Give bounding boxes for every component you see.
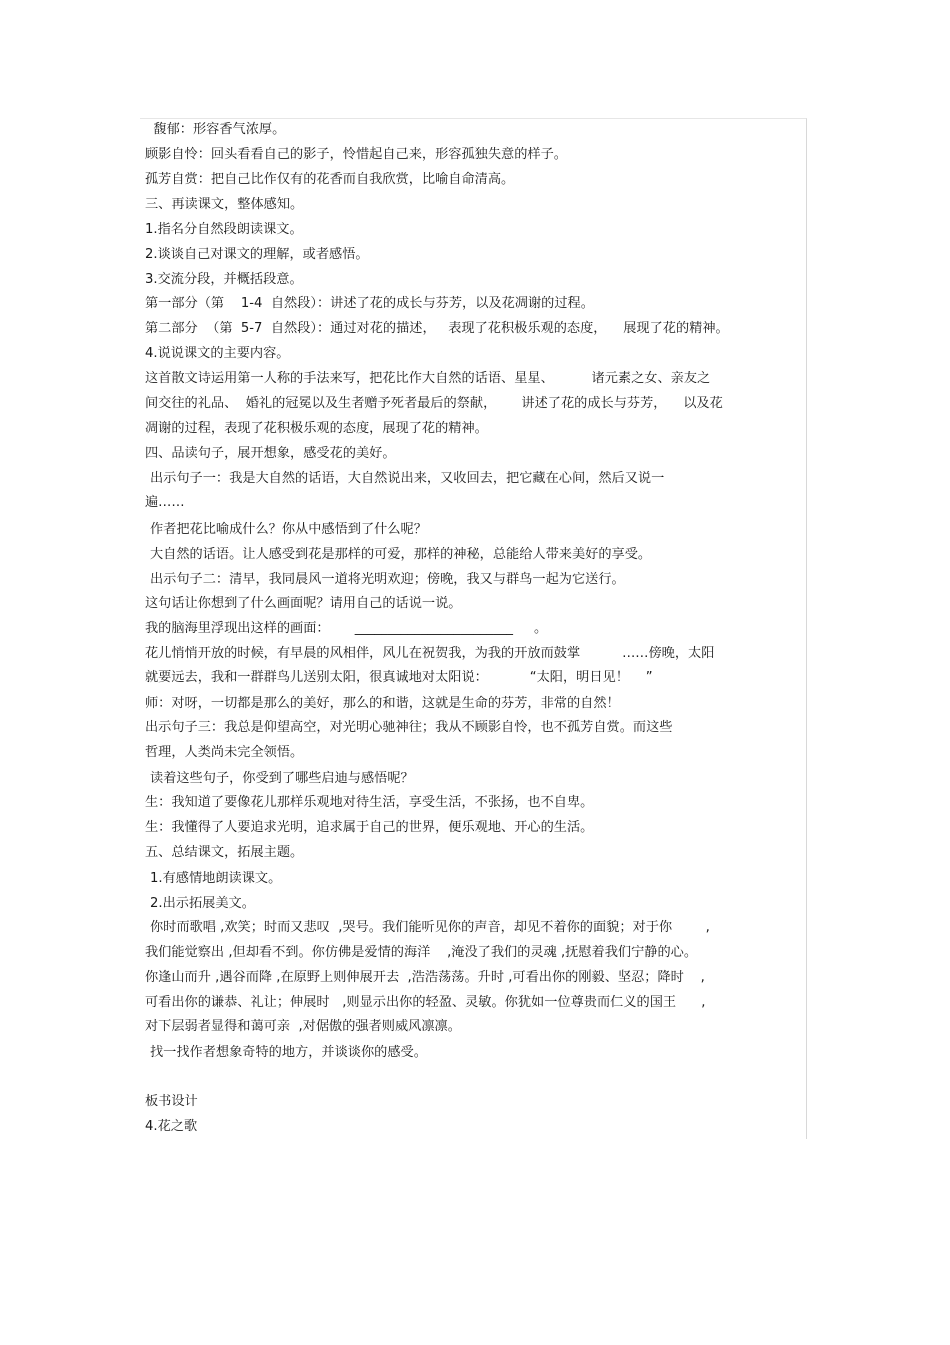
text-line: 第一部分（第 1-4 自然段）：讲述了花的成长与芬芳，以及花凋谢的过程。 bbox=[145, 296, 594, 311]
text-line: 4.说说课文的主要内容。 bbox=[145, 346, 290, 361]
text-line: 你逢山而升 ,遇谷而降 ,在原野上则伸展开去 ,浩浩荡荡。升时 ,可看出你的刚毅、坚忍；降时 , bbox=[145, 970, 705, 985]
text-line: 2.谈谈自己对课文的理解，或者感悟。 bbox=[145, 247, 369, 262]
text-line: 对下层弱者显得和蔼可亲 ,对倨傲的强者则威风凛凛。 bbox=[145, 1019, 461, 1034]
text-line: 遍…… bbox=[145, 495, 185, 510]
text-line: 馥郁：形容香气浓厚。 bbox=[145, 122, 286, 137]
text-line: 花儿悄悄开放的时候，有早晨的风相伴，风儿在祝贺我，为我的开放而鼓掌 ……傍晚，太阳 bbox=[145, 646, 715, 661]
text-line: 2.出示拓展美文。 bbox=[150, 896, 255, 911]
text-line: 师：对呀，一切都是那么的美好，那么的和谐，这就是生命的芬芳，非常的自然！ bbox=[145, 696, 620, 711]
text-line: 生：我懂得了人要追求光明，追求属于自己的世界，便乐观地、开心的生活。 bbox=[145, 820, 594, 835]
text-line: 我们能觉察出 ,但却看不到。你仿佛是爱情的海洋 ,淹没了我们的灵魂 ,抚慰着我们宁静的心。 bbox=[145, 945, 698, 960]
text-line: 就要远去，我和一群群鸟儿送别太阳，很真诚地对太阳说： “太阳，明日见！ ” bbox=[145, 670, 653, 685]
text-line: 1.有感情地朗读课文。 bbox=[150, 871, 282, 886]
section-heading: 四、品读句子，展开想象，感受花的美好。 bbox=[145, 446, 396, 461]
text-line: 作者把花比喻成什么？你从中感悟到了什么呢？ bbox=[150, 522, 427, 537]
text-line: 4.花之歌 bbox=[145, 1119, 198, 1134]
section-heading: 板书设计 bbox=[145, 1094, 198, 1109]
text-line: 间交往的礼品、 婚礼的冠冕以及生者赠予死者最后的祭献， 讲述了花的成长与芬芳， 以及花 bbox=[145, 396, 723, 411]
text-line: 你时而歌唱 ,欢笑；时而又悲叹 ,哭号。我们能听见你的声音，却见不着你的面貌；对于你 , bbox=[150, 920, 710, 935]
section-heading: 三、再读课文，整体感知。 bbox=[145, 197, 304, 212]
text-line: 出示句子三：我总是仰望高空，对光明心驰神往；我从不顾影自怜，也不孤芳自赏。而这些 bbox=[145, 720, 673, 735]
text-line: 3.交流分段，并概括段意。 bbox=[145, 272, 303, 287]
text-line: 找一找作者想象奇特的地方，并谈谈你的感受。 bbox=[150, 1045, 427, 1060]
text-line: 哲理，人类尚未完全领悟。 bbox=[145, 745, 304, 760]
text-line: 我的脑海里浮现出这样的画面： ________________________ 。 bbox=[145, 621, 548, 636]
text-line: 1.指名分自然段朗读课文。 bbox=[145, 222, 303, 237]
text-line: 生：我知道了要像花儿那样乐观地对待生活，享受生活，不张扬，也不自卑。 bbox=[145, 795, 594, 810]
text-line: 这句话让你想到了什么画面呢？请用自己的话说一说。 bbox=[145, 596, 462, 611]
text-line: 第二部分 （第 5-7 自然段）：通过对花的描述， 表现了花积极乐观的态度， 展现了花的精神。 bbox=[145, 321, 729, 336]
text-line: 顾影自怜：回头看看自己的影子，怜惜起自己来，形容孤独失意的样子。 bbox=[145, 147, 567, 162]
text-line: 可看出你的谦恭、礼让；伸展时 ,则显示出你的轻盈、灵敏。你犹如一位尊贵而仁义的国王 , bbox=[145, 995, 706, 1010]
text-line: 出示句子二：清早，我同晨风一道将光明欢迎；傍晚，我又与群鸟一起为它送行。 bbox=[150, 572, 625, 587]
text-line: 凋谢的过程，表现了花积极乐观的态度，展现了花的精神。 bbox=[145, 421, 488, 436]
text-line: 出示句子一：我是大自然的话语，大自然说出来，又收回去，把它藏在心间，然后又说一 bbox=[150, 471, 665, 486]
text-line: 读着这些句子，你受到了哪些启迪与感悟呢？ bbox=[150, 771, 414, 786]
text-line: 这首散文诗运用第一人称的手法来写，把花比作大自然的话语、星星、 诸元素之女、亲友之 bbox=[145, 371, 711, 386]
text-line: 孤芳自赏：把自己比作仅有的花香而自我欣赏，比喻自命清高。 bbox=[145, 172, 515, 187]
text-line: 大自然的话语。让人感受到花是那样的可爱，那样的神秘，总能给人带来美好的享受。 bbox=[150, 547, 652, 562]
section-heading: 五、总结课文，拓展主题。 bbox=[145, 845, 304, 860]
